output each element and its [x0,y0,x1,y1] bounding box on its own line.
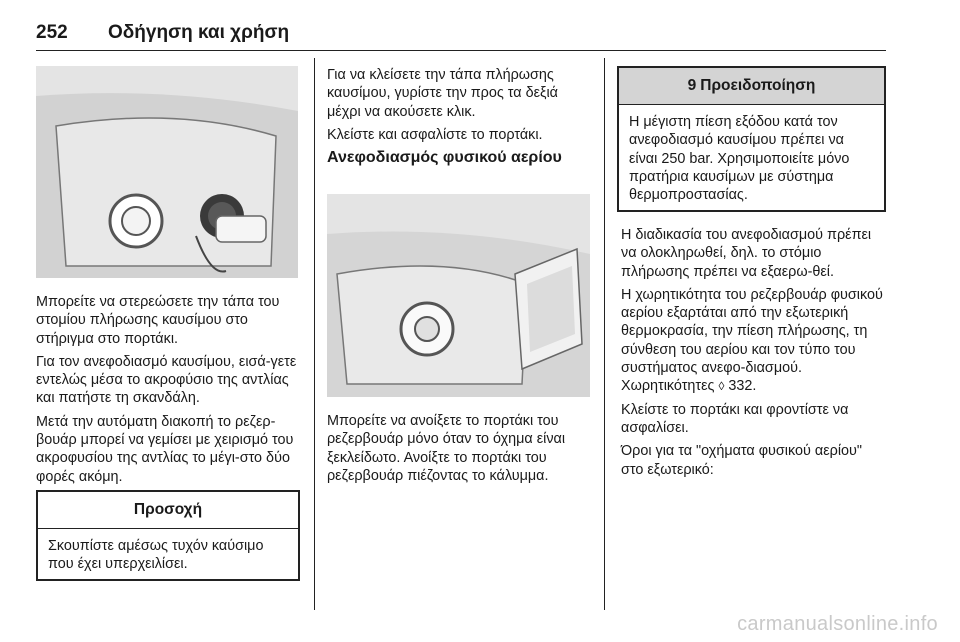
page-ref-link[interactable]: 332. [728,378,757,395]
page-ref-icon: ◊ [718,379,725,394]
caution-text: Σκουπίστε αμέσως τυχόν καύσιμο που έχει υπερχειλίσει. [48,538,264,573]
paragraph: Κλείστε και ασφαλίστε το πορτάκι. [327,126,543,143]
header-rule [36,50,886,51]
warning-icon: 9 [687,77,697,94]
page-number: 252 [36,22,68,43]
fuel-cap-illustration [36,66,298,278]
paragraph: Όροι για τα "οχήματα φυσικού αερίου" στο εξωτερικό: [621,443,863,478]
caution-box [36,490,300,581]
gas-filler-illustration [327,194,590,397]
watermark: carmanualsonline.info [737,613,938,635]
paragraph: Για τον ανεφοδιασμό καυσίμου, εισά-γετε εντελώς μέσα το ακροφύσιο της αντλίας και πατήστε τη σκανδάλη. [36,353,297,407]
warning-title: Προειδοποίηση [700,77,816,94]
running-title: Οδήγηση και χρήση [108,22,290,43]
column-divider-left [314,58,315,610]
paragraph: Κλείστε το πορτάκι και φροντίστε να ασφαλίσει. [621,401,849,436]
paragraph: Η διαδικασία του ανεφοδιασμού πρέπει να ολοκληρωθεί, δηλ. το στόμιο πλήρωσης πρέπει να εξαερω-θεί. [621,227,872,280]
section-heading: Ανεφοδιασμός φυσικού αερίου [327,149,562,167]
paragraph: Μετά την αυτόματη διακοπή το ρεζερ-βουάρ μπορεί να γεμίσει με χειρισμό του ακροφυσίου της αντλίας το μέγι-στο δύο φορές ακόμη. [36,413,294,485]
warning-text: Η μέγιστη πίεση εξόδου κατά τον ανεφοδιασμό καυσίμου πρέπει να είναι 250 bar. Χρησιμοποιείτε μόνο πρατήρια καυσίμων με σύστημα θερμοπροστασίας. [629,114,850,204]
warning-box [617,66,886,212]
caution-title: Προσοχή [38,492,298,529]
paragraph: Για να κλείσετε την τάπα πλήρωσης καυσίμου, γυρίστε την προς τα δεξιά μέχρι να ακούσετε κλικ. [327,67,558,120]
capacity-text: Η χωρητικότητα του ρεζερβουάρ φυσικού αερίου εξαρτάται από την εξωτερική θερμοκρασία, την πίεση πλήρωσης, τη σύνθεση του αερίου και τον τύπο του συστήματος ανεφο-διασμού. Χωρητικότητες [621,286,883,395]
column-divider-right [604,58,605,610]
paragraph: Μπορείτε να στερεώσετε την τάπα του στομίου πλήρωσης καυσίμου στο στήριγμα στο πορτάκι. [36,294,280,347]
warning-header [619,68,884,105]
paragraph [621,286,886,396]
paragraph: Μπορείτε να ανοίξετε το πορτάκι του ρεζερβουάρ μόνο όταν το όχημα είναι ξεκλείδωτο. Ανοίξτε το πορτάκι του ρεζερβουάρ πιέζοντας το κάλυμμα. [327,413,566,484]
